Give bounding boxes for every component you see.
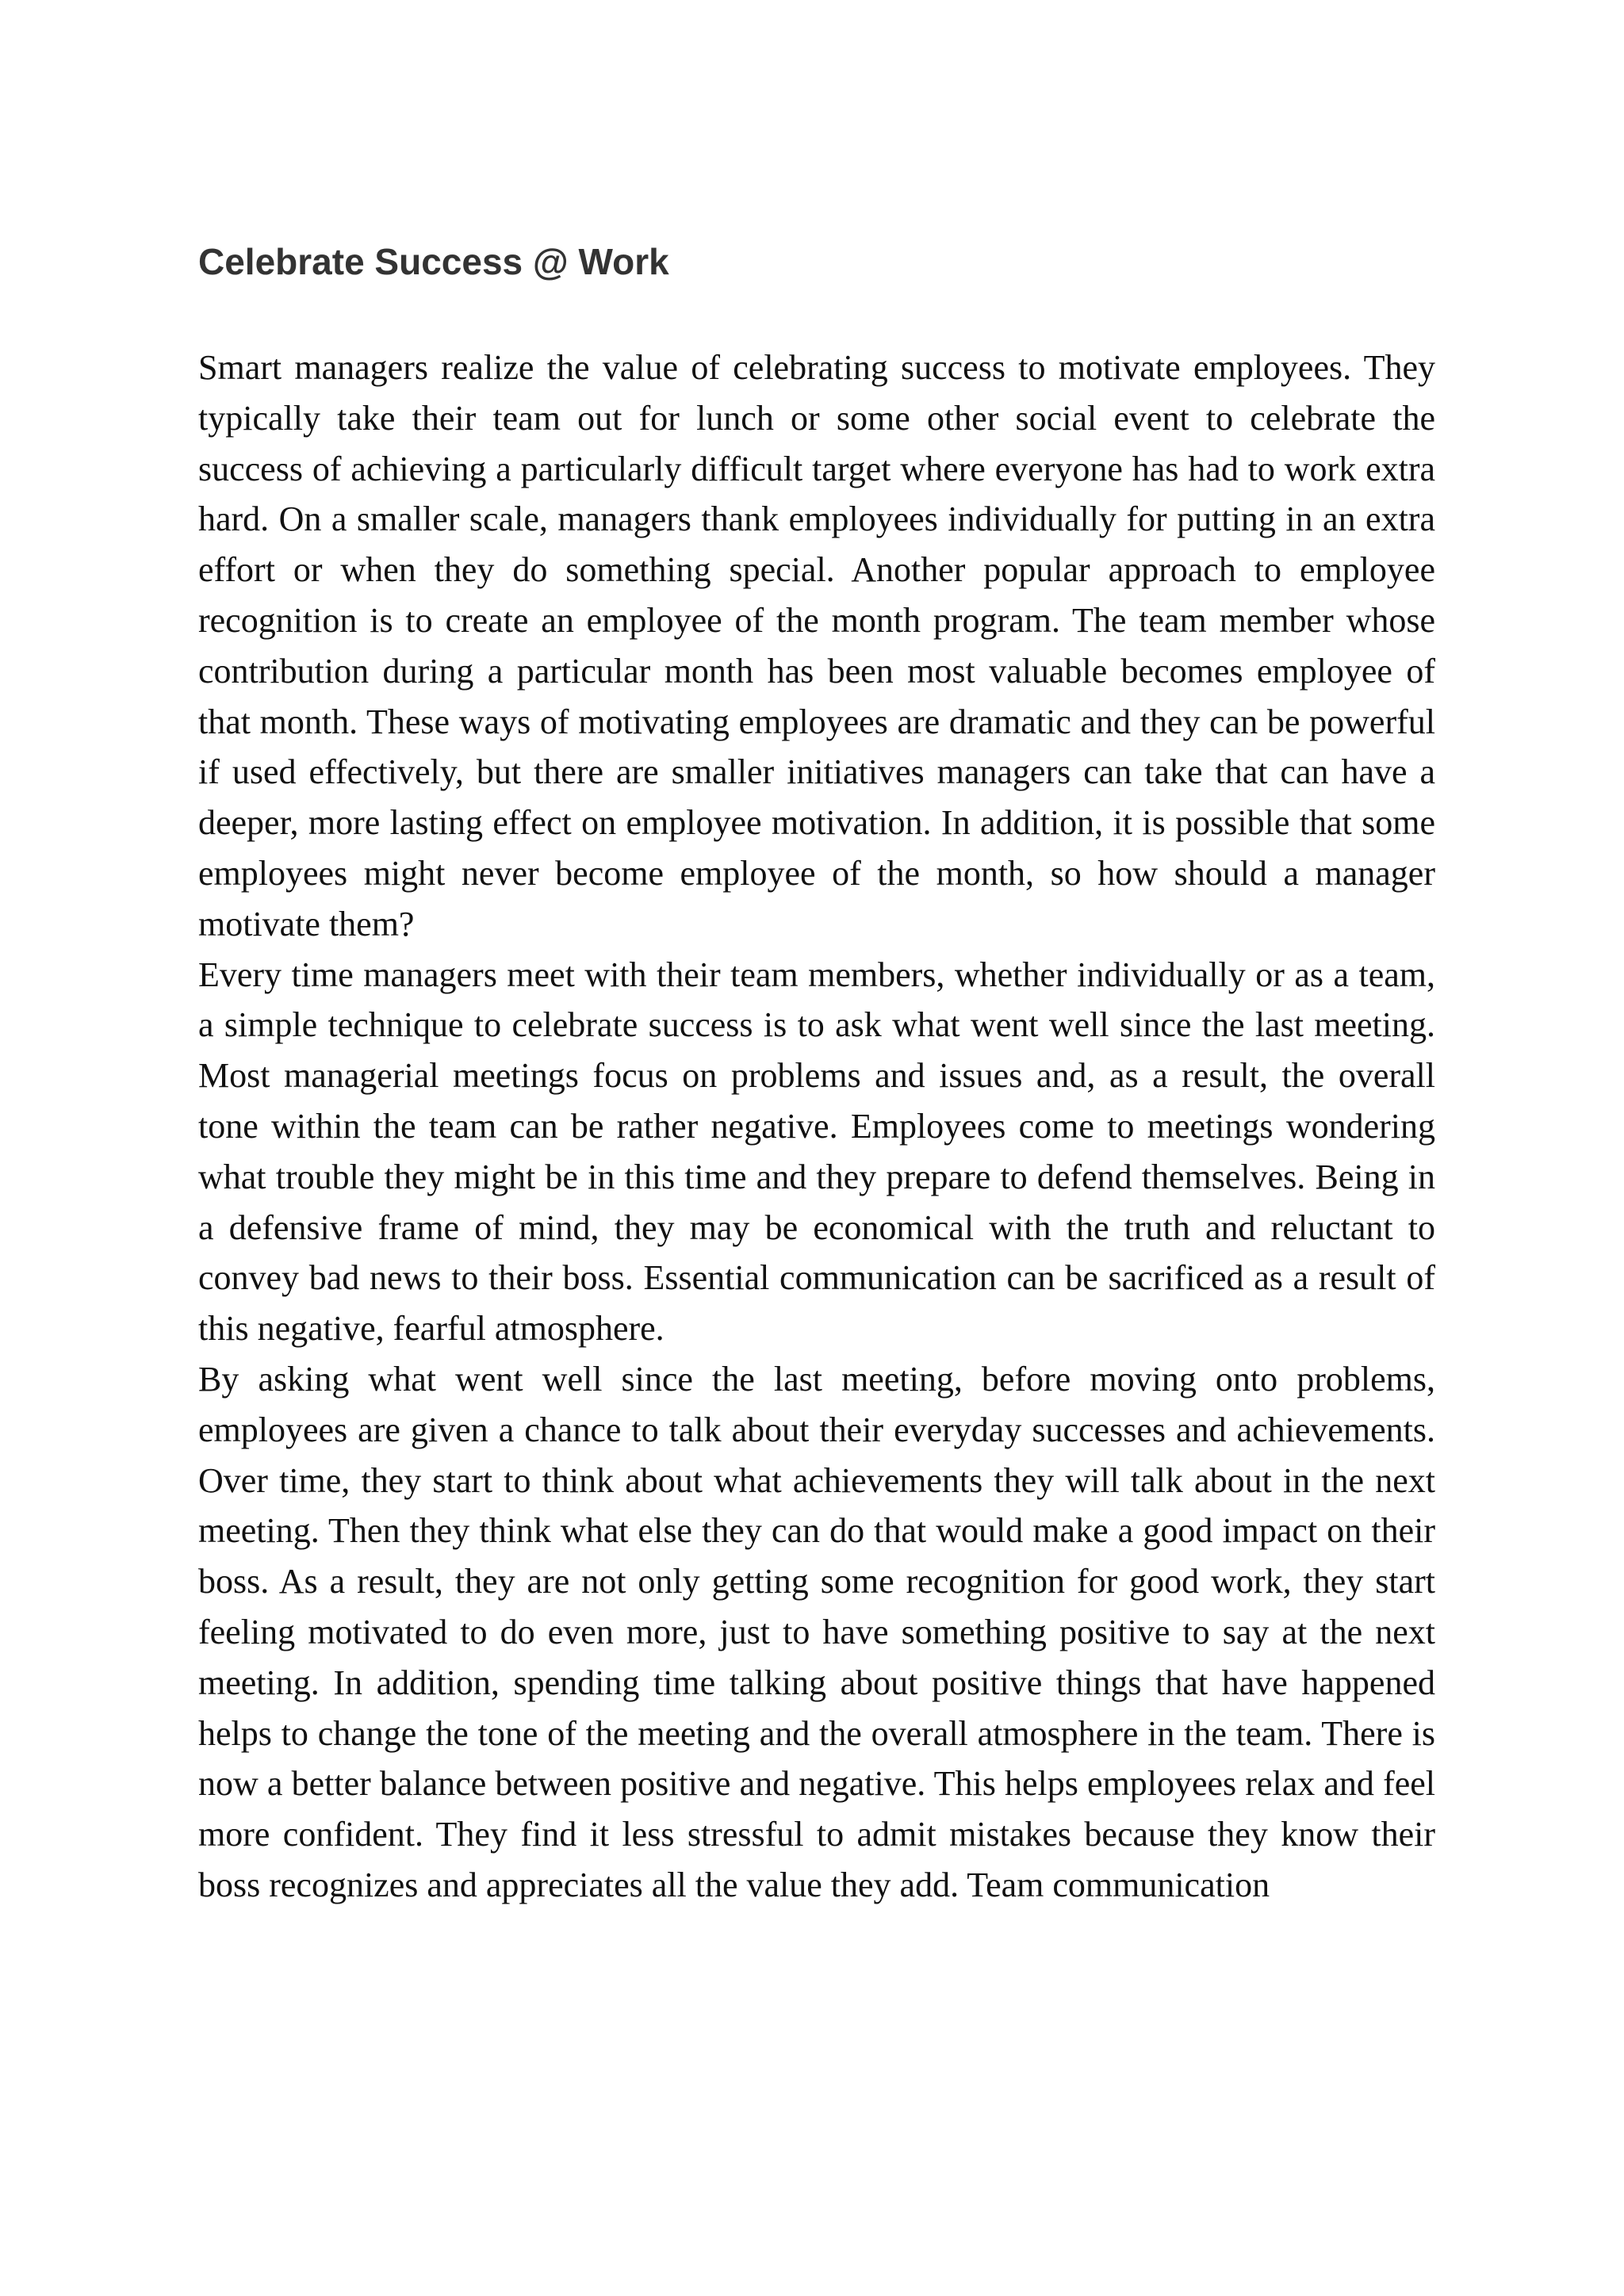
document-body [198,342,1435,1911]
paragraph-2: Every time managers meet with their team members, whether individually or as a team, a simple technique to celebrate success is to ask what went well since the last meeting. Most managerial meetings focus on problems and issues and, as a result, the overall tone within the team can be rather negative. Employees come to meetings wondering what trouble they might be in this time and they prepare to defend themselves. Being in a defensive frame of mind, they may be economical with the truth and reluctant to convey bad news to their boss. Essential communication can be sacrificed as a result of this negative, fearful atmosphere. [198,955,1435,1349]
paragraph-1: Smart managers realize the value of celebrating success to motivate employees. They typically take their team out for lunch or some other social event to celebrate the success of achieving a particularly difficult target where everyone has had to work extra hard. On a smaller scale, managers thank employees individually for putting in an extra effort or when they do something special. Another popular approach to employee recognition is to create an employee of the month program. The team member whose contribution during a particular month has been most valuable becomes employee of that month. These ways of motivating employees are dramatic and they can be powerful if used effectively, but there are smaller initiatives managers can take that can have a deeper, more lasting effect on employee motivation. In addition, it is possible that some employees might never become employee of the month, so how should a manager motivate them? [198,348,1435,943]
paragraph-3: By asking what went well since the last meeting, before moving onto problems, employees are given a chance to talk about their everyday successes and achievements. Over time, they start to think about what achievements they will talk about in the next meeting. Then they think what else they can do that would make a good impact on their boss. As a result, they are not only getting some recognition for good work, they start feeling motivated to do even more, just to have something positive to say at the next meeting. In addition, spending time talking about positive things that have happened helps to change the tone of the meeting and the overall atmosphere in the team. There is now a better balance between positive and negative. This helps employees relax and feel more confident. They find it less stressful to admit mistakes because they know their boss recognizes and appreciates all the value they add. Team communication [198,1359,1435,1904]
document-title: Celebrate Success @ Work [198,241,669,282]
